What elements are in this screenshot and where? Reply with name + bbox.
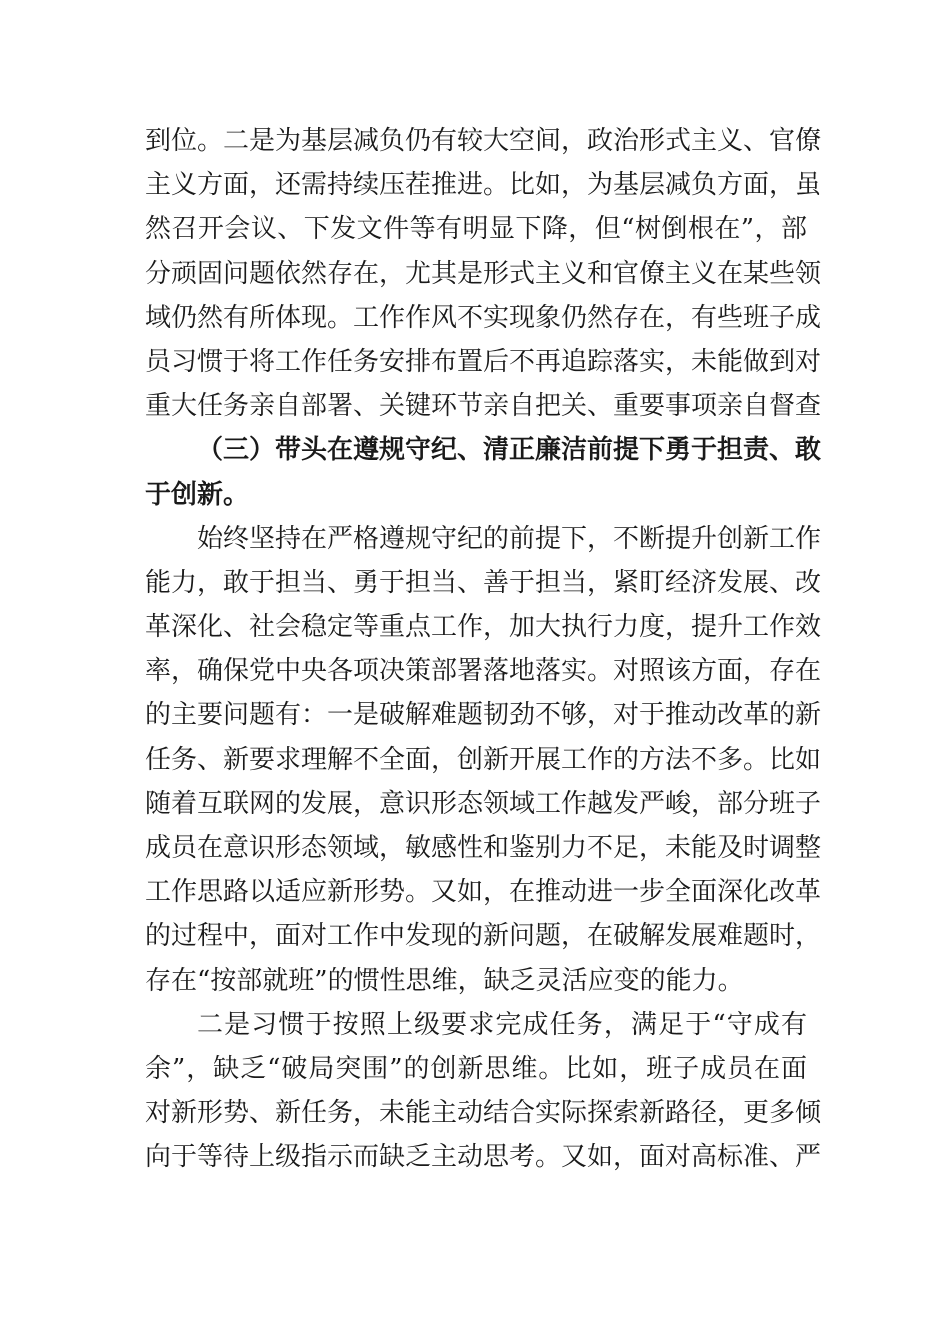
text-line: 到位。二是为基层减负仍有较大空间，政治形式主义、官僚 — [145, 126, 822, 156]
paragraph-1 — [145, 119, 822, 428]
text-line: 工作思路以适应新形势。又如，在推动进一步全面深化改革 — [145, 877, 822, 908]
text-line: 然召开会议、下发文件等有明显下降，但“树倒根在”，部 — [145, 214, 807, 245]
text-line: 任务、新要求理解不全面，创新开展工作的方法不多。比如 — [145, 744, 822, 775]
section-heading-3 — [145, 428, 822, 516]
text-line: 重大任务亲自部署、关键环节亲自把关、重要事项亲自督查 — [145, 391, 822, 422]
text-line: 向于等待上级指示而缺乏主动思考。又如，面对高标准、严 — [145, 1142, 822, 1173]
text-line: 成员在意识形态领域，敏感性和鉴别力不足，未能及时调整 — [145, 833, 822, 863]
text-line: 存在“按部就班”的惯性思维，缺乏灵活应变的能力。 — [145, 965, 744, 996]
text-line: 对新形势、新任务，未能主动结合实际探索新路径，更多倾 — [145, 1098, 822, 1129]
text-line: 始终坚持在严格遵规守纪的前提下，不断提升创新工作 — [197, 523, 822, 554]
text-line: 率，确保党中央各项决策部署落地落实。对照该方面，存在 — [145, 656, 822, 687]
text-line: 主义方面，还需持续压茬推进。比如，为基层减负方面，虽 — [145, 170, 822, 201]
text-line: 余”，缺乏“破局突围”的创新思维。比如，班子成员在面 — [145, 1053, 807, 1084]
text-line: 随着互联网的发展，意识形态领域工作越发严峻，部分班子 — [145, 788, 822, 819]
text-line: 能力，敢于担当、勇于担当、善于担当，紧盯经济发展、改 — [145, 567, 822, 598]
text-line: 员习惯于将工作任务安排布置后不再追踪落实，未能做到对 — [145, 346, 822, 377]
text-line: 二是习惯于按照上级要求完成任务，满足于“守成有 — [197, 1009, 807, 1040]
paragraph-2 — [145, 517, 822, 1003]
text-line: 的过程中，面对工作中发现的新问题，在破解发展难题时， — [145, 921, 822, 952]
paragraph-3 — [145, 1003, 822, 1180]
text-line: 的主要问题有：一是破解难题韧劲不够，对于推动改革的新 — [145, 700, 822, 731]
text-line: 革深化、社会稳定等重点工作，加大执行力度，提升工作效 — [145, 612, 822, 643]
text-line: 域仍然有所体现。工作作风不实现象仍然存在，有些班子成 — [145, 302, 822, 333]
text-line: 分顽固问题依然存在，尤其是形式主义和官僚主义在某些领 — [145, 258, 822, 289]
heading-line: （三）带头在遵规守纪、清正廉洁前提下勇于担责、敢 — [197, 435, 822, 466]
heading-line: 于创新。 — [145, 479, 250, 510]
document-body — [145, 119, 822, 1180]
